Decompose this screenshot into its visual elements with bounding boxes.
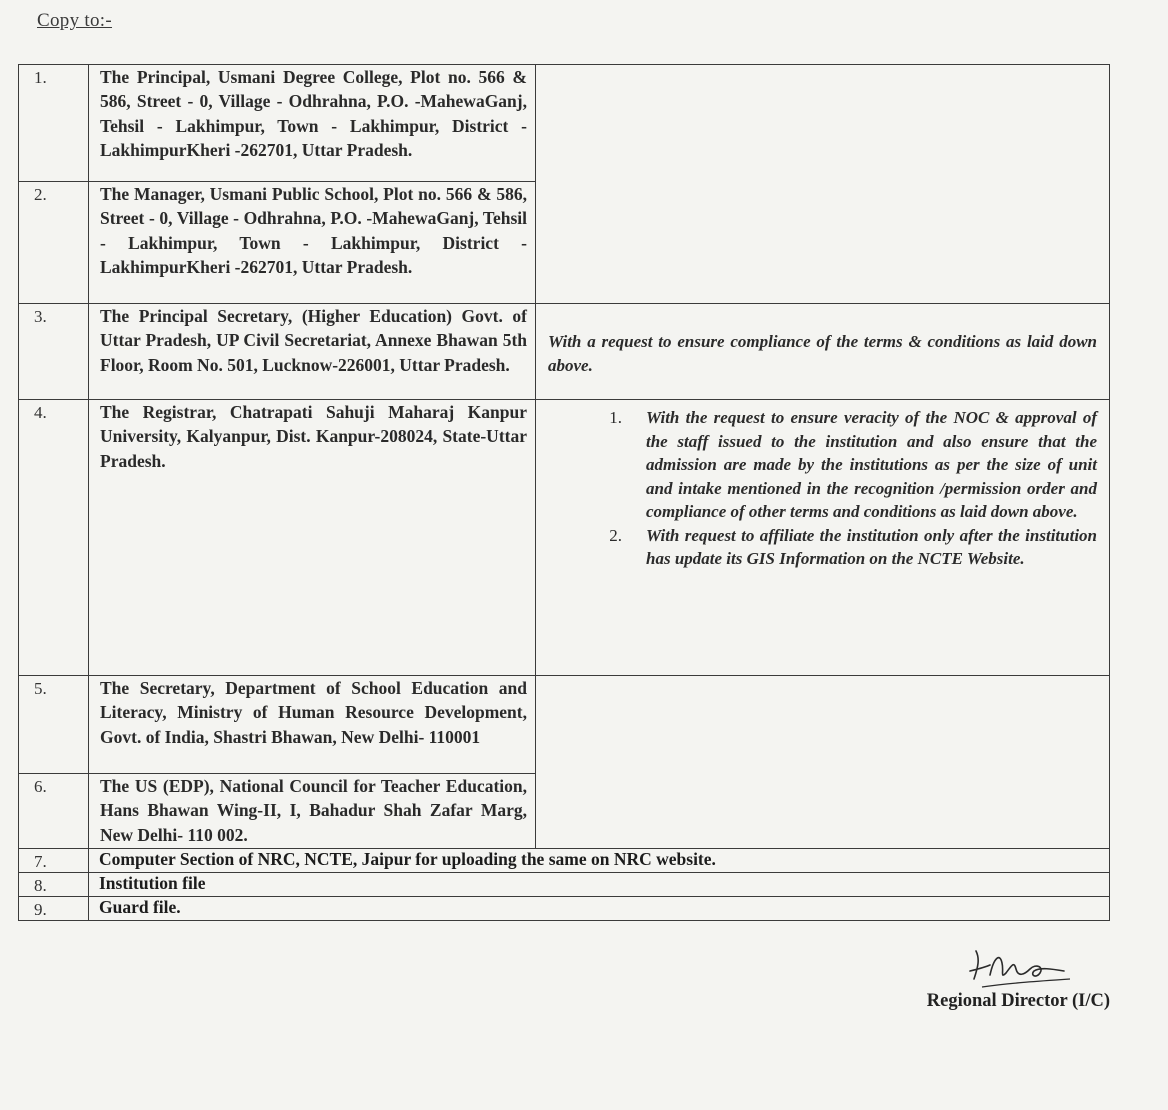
table-row: [19, 873, 1110, 897]
row-number: 7.: [19, 849, 89, 873]
recipient-address: Guard file.: [89, 897, 1110, 921]
row-number: 6.: [19, 774, 89, 849]
recipient-address: The Principal Secretary, (Higher Education) Govt. of Uttar Pradesh, UP Civil Secretariat, Annexe Bhawan 5th Floor, Room No. 501, Lucknow-226001, Uttar Pradesh.: [89, 304, 536, 400]
row-number: 9.: [19, 897, 89, 921]
remarks-cell-5-6: [536, 676, 1110, 849]
list-item: [536, 524, 1097, 571]
recipient-address: Institution file: [89, 873, 1110, 897]
signature-image: [960, 945, 1080, 991]
recipient-address: The Registrar, Chatrapati Sahuji Maharaj Kanpur University, Kalyanpur, Dist. Kanpur-208024, State-Uttar Pradesh.: [89, 400, 536, 676]
recipient-address: Computer Section of NRC, NCTE, Jaipur for uploading the same on NRC website.: [89, 849, 1110, 873]
signature-block: [927, 945, 1110, 1012]
recipient-address: The Secretary, Department of School Education and Literacy, Ministry of Human Resource Development, Govt. of India, Shastri Bhawan, New Delhi- 110001: [89, 676, 536, 774]
table-row: [19, 304, 1110, 400]
row-number: 8.: [19, 873, 89, 897]
row-number: 3.: [19, 304, 89, 400]
list-item: [536, 406, 1097, 524]
recipient-address: The Principal, Usmani Degree College, Plot no. 566 & 586, Street - 0, Village - Odhrahna, P.O. -MahewaGanj, Tehsil - Lakhimpur, Town - Lakhimpur, District -LakhimpurKheri -262701, Uttar Pradesh.: [89, 65, 536, 182]
table-row: [19, 849, 1110, 873]
conditions-list: [536, 406, 1097, 571]
row-number: 2.: [19, 182, 89, 304]
table-row: [19, 400, 1110, 676]
remark-text: With a request to ensure compliance of the terms & conditions as laid down above.: [548, 332, 1097, 375]
table-row: [19, 676, 1110, 774]
recipient-address: The US (EDP), National Council for Teacher Education, Hans Bhawan Wing-II, I, Bahadur Shah Zafar Marg, New Delhi- 110 002.: [89, 774, 536, 849]
signatory-title: Regional Director (I/C): [926, 991, 1110, 1011]
table-row: [19, 897, 1110, 921]
row-number: 1.: [19, 65, 89, 182]
condition-number: 1.: [609, 408, 622, 427]
remarks-cell-4: [536, 400, 1110, 676]
copy-to-heading: Copy to:-: [37, 10, 113, 31]
remarks-cell-1-2: [536, 65, 1110, 304]
condition-number: 2.: [609, 525, 622, 545]
condition-text: With the request to ensure veracity of the NOC & approval of the staff issued to the institution and also ensure that the admission are made by the institutions as per the size of unit and intake mentioned in the recognition /permission order and compliance of other terms and conditions as laid down above.: [646, 408, 1097, 521]
row-number: 5.: [19, 676, 89, 774]
condition-text: With request to affiliate the institution only after the institution has update its GIS Information on the NCTE Website.: [646, 525, 1097, 568]
table-row: [19, 65, 1110, 182]
remarks-cell-3: [536, 304, 1110, 400]
recipient-address: The Manager, Usmani Public School, Plot no. 566 & 586, Street - 0, Village - Odhrahna, P.O. -MahewaGanj, Tehsil - Lakhimpur, Town - Lakhimpur, District -LakhimpurKheri -262701, Uttar Pradesh.: [89, 182, 536, 304]
row-number: 4.: [19, 400, 89, 676]
distribution-table: [18, 64, 1110, 921]
